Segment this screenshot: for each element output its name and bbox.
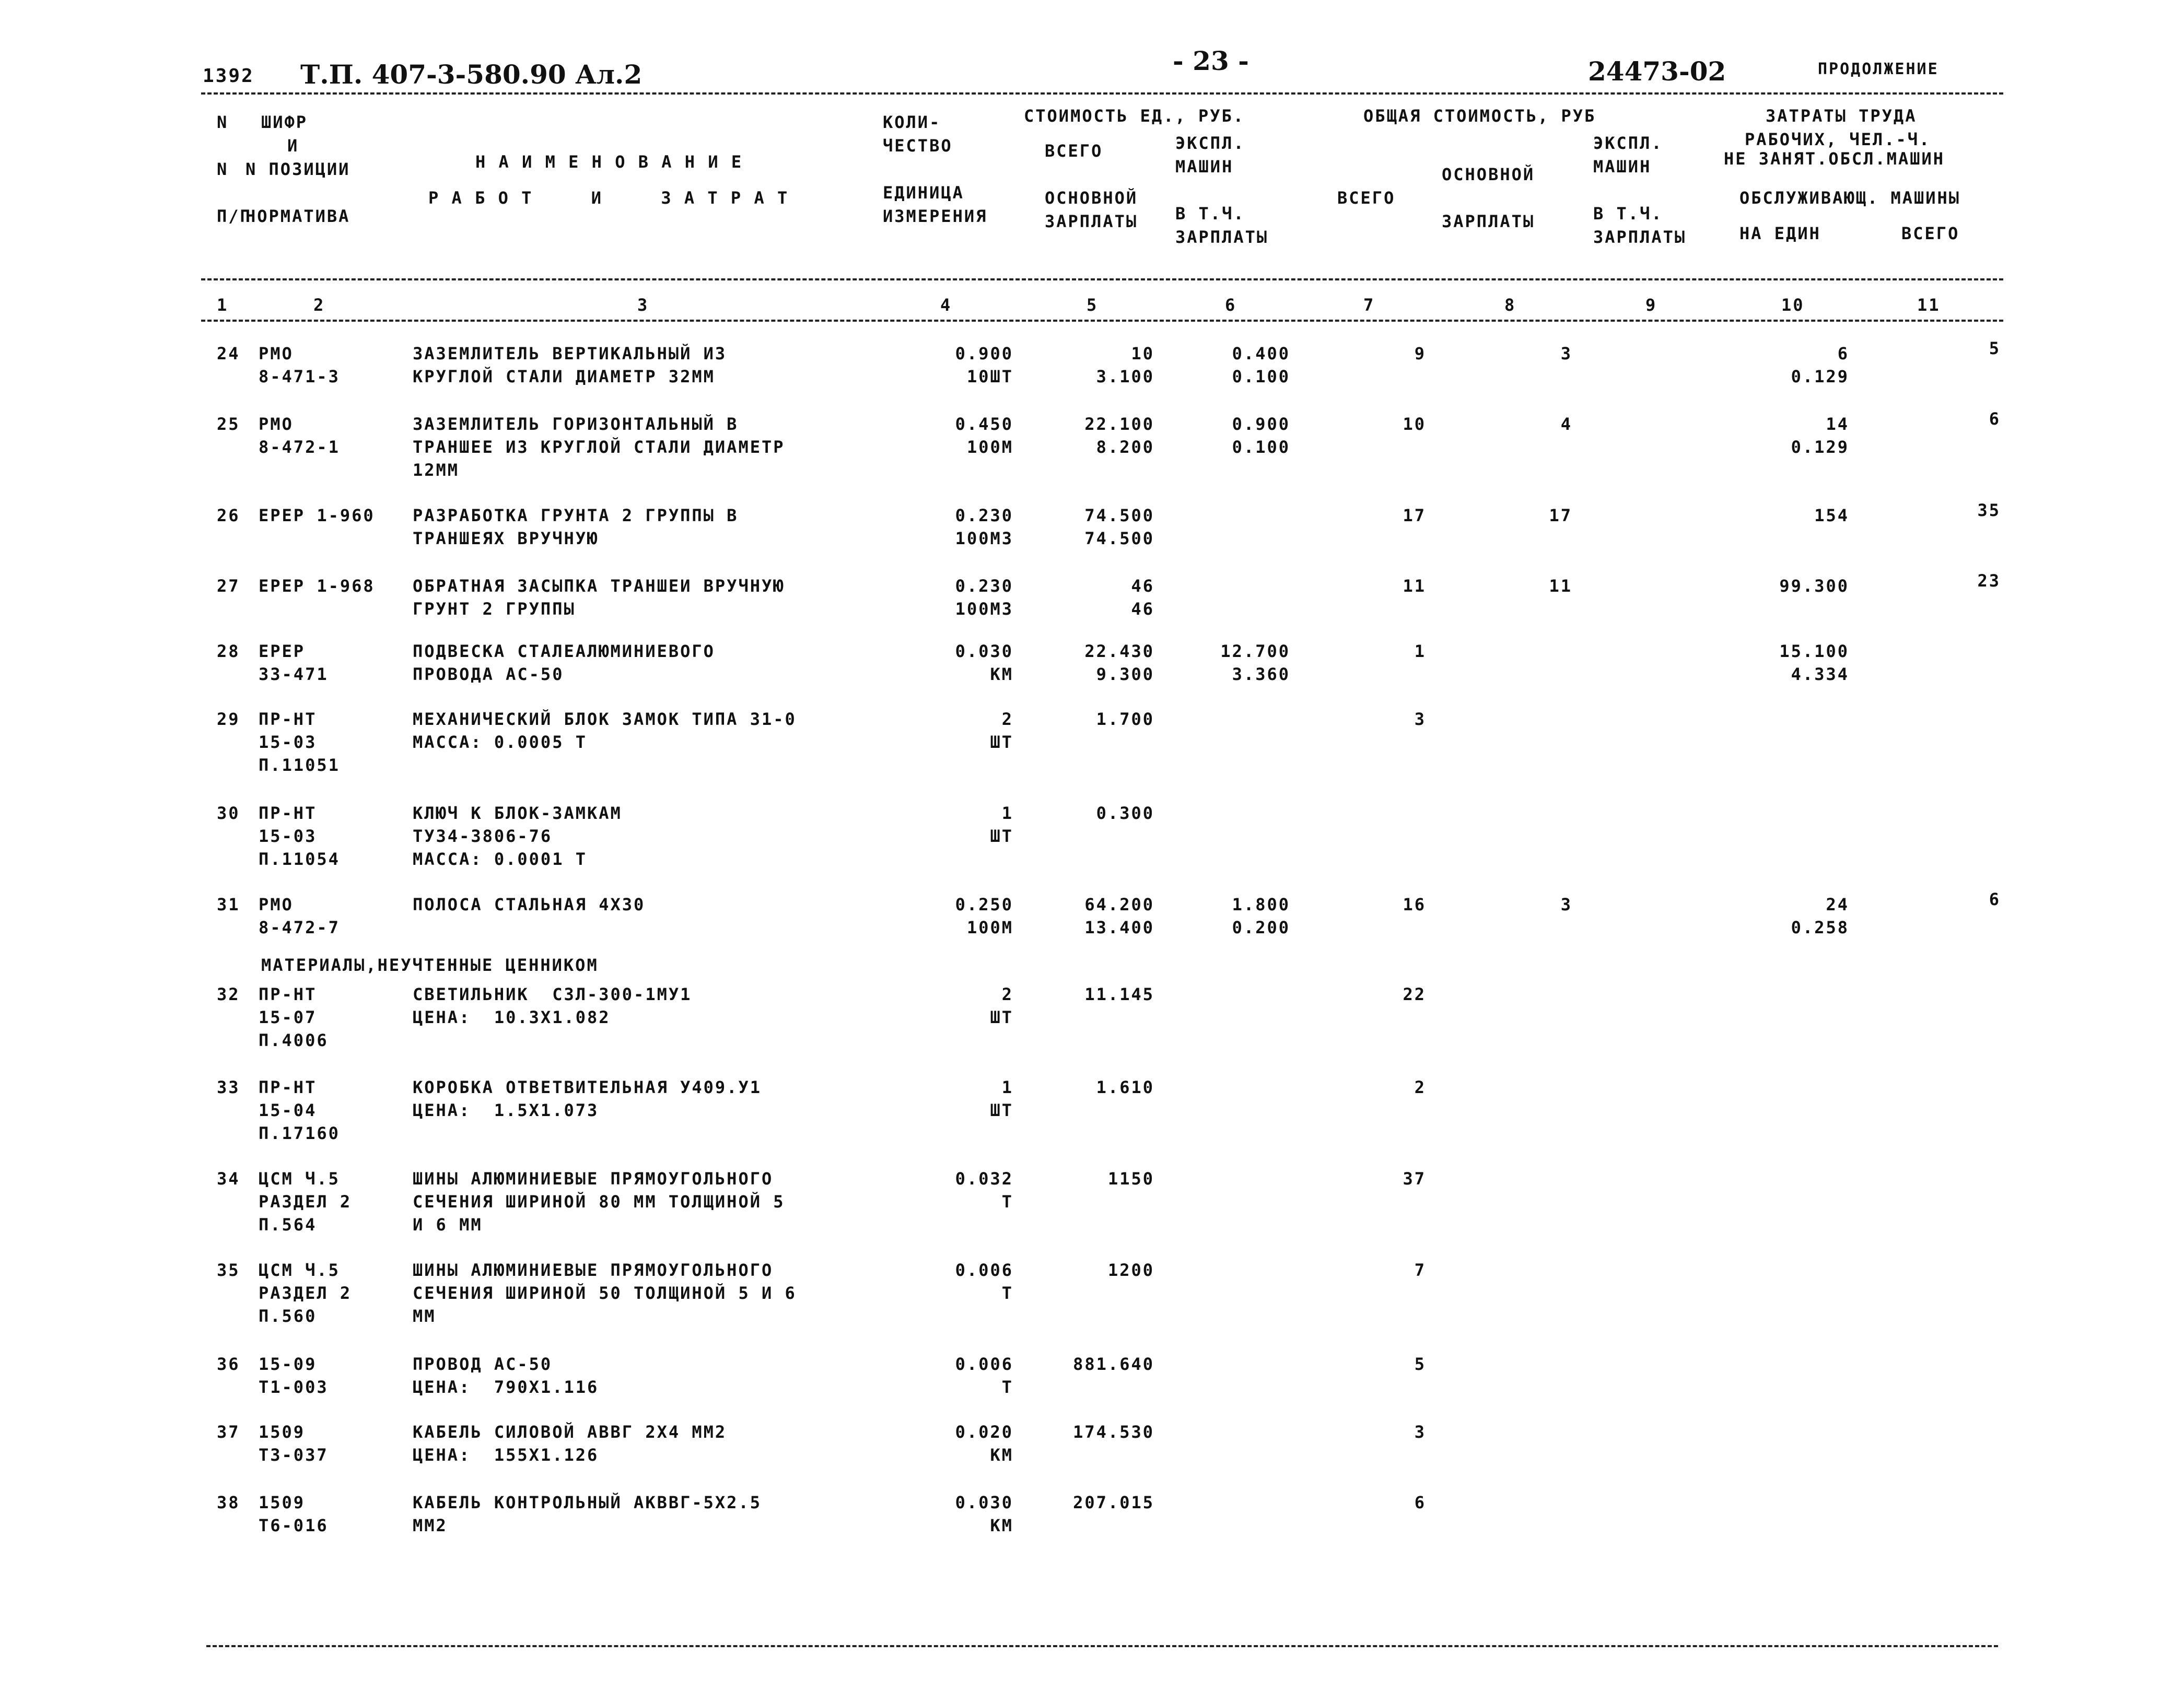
row-total-base: 3 [1560, 344, 1572, 363]
continuation-label: ПРОДОЛЖЕНИЕ [1818, 60, 1939, 78]
header-unit-cost-title: СТОИМОСТЬ ЕД., РУБ. [1024, 106, 1245, 126]
row-labor-per-unit: 0.258 [1791, 918, 1849, 937]
row-code: ЕРЕР 1-968 [259, 576, 375, 596]
header-labor-sub2: ОБСЛУЖИВАЮЩ. МАШИНЫ [1739, 188, 1961, 208]
row-quantity: 0.006 [955, 1260, 1013, 1280]
header-labor-title: ЗАТРАТЫ ТРУДА [1766, 106, 1917, 126]
row-code: П.4006 [259, 1030, 329, 1050]
row-total: 5 [1414, 1354, 1426, 1374]
row-code: Т6-016 [259, 1516, 329, 1535]
row-code: ПР-НТ [259, 984, 317, 1004]
row-name: КЛЮЧ К БЛОК-ЗАМКАМ [413, 803, 622, 823]
row-name: ТРАНШЕЕ ИЗ КРУГЛОЙ СТАЛИ ДИАМЕТР [413, 437, 785, 457]
row-unit-machine: 0.200 [1232, 918, 1290, 937]
row-labor-total: 35 [1977, 500, 2001, 520]
row-labor-total: 6 [1989, 889, 2001, 909]
row-total-base: 17 [1549, 506, 1572, 525]
header-col-name: Р А Б О Т И З А Т Р А Т [428, 188, 789, 208]
row-quantity: 0.900 [955, 344, 1013, 363]
row-quantity: КМ [990, 1445, 1013, 1465]
column-number: 3 [637, 295, 649, 315]
row-code: РАЗДЕЛ 2 [259, 1283, 352, 1303]
row-code: ЦСМ Ч.5 [259, 1169, 340, 1189]
row-quantity: Т [1001, 1283, 1013, 1303]
row-code: 15-07 [259, 1007, 317, 1027]
row-code: П.17160 [259, 1123, 340, 1143]
row-name: ПОДВЕСКА СТАЛЕАЛЮМИНИЕВОГО [413, 641, 715, 661]
row-code: П.11051 [259, 755, 340, 775]
header-unit-machine: ЭКСПЛ. [1175, 133, 1245, 153]
row-code: ЕРЕР [259, 641, 306, 661]
row-code: 15-09 [259, 1354, 317, 1374]
row-total-base: 11 [1549, 576, 1572, 596]
row-name: КАБЕЛЬ СИЛОВОЙ АВВГ 2Х4 ММ2 [413, 1422, 727, 1442]
row-total: 2 [1414, 1077, 1426, 1097]
column-number: 11 [1917, 295, 1941, 315]
row-unit-cost: 9.300 [1096, 664, 1154, 684]
row-labor-per-unit: 0.129 [1791, 437, 1849, 457]
row-quantity: 2 [1001, 984, 1013, 1004]
row-unit-cost: 10 [1131, 344, 1154, 363]
row-unit-machine: 12.700 [1220, 641, 1290, 661]
row-labor-per-unit: 0.129 [1791, 367, 1849, 386]
row-quantity: 100М [966, 918, 1013, 937]
document-code: 24473-02 [1588, 56, 1726, 87]
row-total: 6 [1414, 1493, 1426, 1512]
row-unit-cost: 1.700 [1096, 709, 1154, 729]
row-name: И 6 ММ [413, 1215, 483, 1235]
row-labor-per-unit: 99.300 [1779, 576, 1849, 596]
project-code: Т.П. 407-3-580.90 Ал.2 [300, 59, 643, 90]
row-quantity: ШТ [990, 1007, 1013, 1027]
rule-colnums-bottom [201, 320, 2003, 322]
column-number: 9 [1645, 295, 1657, 315]
header-unit-machine: В Т.Ч. [1175, 204, 1245, 224]
row-number: 24 [217, 344, 240, 363]
row-name: ЦЕНА: 790Х1.116 [413, 1377, 599, 1397]
row-code: П.564 [259, 1215, 317, 1235]
row-name: ОБРАТНАЯ ЗАСЫПКА ТРАНШЕИ ВРУЧНУЮ [413, 576, 785, 596]
header-total-machine: ЭКСПЛ. [1593, 133, 1663, 153]
row-code: 8-471-3 [259, 367, 340, 386]
header-col-code: НОРМАТИВА [246, 206, 351, 226]
row-unit-machine: 1.800 [1232, 895, 1290, 914]
row-quantity: КМ [990, 664, 1013, 684]
row-total-base: 4 [1560, 414, 1572, 434]
header-col-code: ШИФР [261, 112, 308, 132]
row-name: ТРАНШЕЯХ ВРУЧНУЮ [413, 529, 599, 548]
row-quantity: 100М3 [955, 599, 1013, 619]
row-quantity: 0.032 [955, 1169, 1013, 1189]
row-name: КРУГЛОЙ СТАЛИ ДИАМЕТР 32ММ [413, 367, 715, 386]
row-quantity: 0.250 [955, 895, 1013, 914]
header-col-number: П/П [217, 206, 252, 226]
row-code: ПР-НТ [259, 803, 317, 823]
row-name: СВЕТИЛЬНИК СЗЛ-300-1МУ1 [413, 984, 692, 1004]
row-code: РМО [259, 344, 294, 363]
column-number: 6 [1225, 295, 1237, 315]
row-code: 33-471 [259, 664, 329, 684]
row-total-base: 3 [1560, 895, 1572, 914]
header-col-code: И [287, 136, 299, 156]
row-unit-cost: 174.530 [1073, 1422, 1154, 1442]
row-quantity: Т [1001, 1377, 1013, 1397]
row-quantity: 2 [1001, 709, 1013, 729]
row-total: 37 [1403, 1169, 1426, 1189]
row-total: 11 [1403, 576, 1426, 596]
row-code: 1509 [259, 1493, 306, 1512]
row-code: ПР-НТ [259, 709, 317, 729]
row-total: 17 [1403, 506, 1426, 525]
row-unit-cost: 13.400 [1084, 918, 1154, 937]
row-total: 7 [1414, 1260, 1426, 1280]
row-number: 35 [217, 1260, 240, 1280]
row-quantity: 1 [1001, 803, 1013, 823]
row-total: 3 [1414, 1422, 1426, 1442]
row-name: ГРУНТ 2 ГРУППЫ [413, 599, 576, 619]
row-labor-per-unit: 14 [1826, 414, 1849, 434]
row-labor-total: 23 [1977, 571, 2001, 591]
row-unit-cost: 74.500 [1084, 506, 1154, 525]
column-number: 2 [313, 295, 325, 315]
row-name: МЕХАНИЧЕСКИЙ БЛОК ЗАМОК ТИПА 31-0 [413, 709, 797, 729]
row-code: 15-03 [259, 732, 317, 752]
section-title: МАТЕРИАЛЫ,НЕУЧТЕННЫЕ ЦЕННИКОМ [261, 955, 599, 975]
row-quantity: 100М3 [955, 529, 1013, 548]
row-code: ЕРЕР 1-960 [259, 506, 375, 525]
row-labor-total: 6 [1989, 409, 2001, 429]
row-total: 1 [1414, 641, 1426, 661]
row-name: ПРОВОД АС-50 [413, 1354, 553, 1374]
header-labor-per-unit: НА ЕДИН [1739, 224, 1821, 243]
rule-top [201, 92, 2003, 95]
row-quantity: 0.020 [955, 1422, 1013, 1442]
row-number: 25 [217, 414, 240, 434]
row-unit-cost: 46 [1131, 599, 1154, 619]
row-name: ШИНЫ АЛЮМИНИЕВЫЕ ПРЯМОУГОЛЬНОГО [413, 1169, 774, 1189]
row-code: П.11054 [259, 849, 340, 869]
row-unit-cost: 64.200 [1084, 895, 1154, 914]
row-name: ЦЕНА: 155Х1.126 [413, 1445, 599, 1465]
row-number: 36 [217, 1354, 240, 1374]
row-unit-machine: 0.400 [1232, 344, 1290, 363]
row-unit-machine: 0.900 [1232, 414, 1290, 434]
header-labor-title: РАБОЧИХ, ЧЕЛ.-Ч. [1745, 130, 1931, 149]
row-unit-cost: 1200 [1107, 1260, 1154, 1280]
row-total: 22 [1403, 984, 1426, 1004]
row-number: 31 [217, 895, 240, 914]
row-name: ЦЕНА: 1.5Х1.073 [413, 1100, 599, 1120]
row-unit-cost: 22.430 [1084, 641, 1154, 661]
row-labor-per-unit: 4.334 [1791, 664, 1849, 684]
row-code: 15-04 [259, 1100, 317, 1120]
header-col-quantity: ЧЕСТВО [883, 136, 953, 156]
row-name: РАЗРАБОТКА ГРУНТА 2 ГРУППЫ В [413, 506, 739, 525]
header-col-quantity: ИЗМЕРЕНИЯ [883, 206, 988, 226]
row-labor-per-unit: 6 [1837, 344, 1849, 363]
row-name: ЗАЗЕМЛИТЕЛЬ ВЕРТИКАЛЬНЫЙ ИЗ [413, 344, 727, 363]
row-unit-cost: 46 [1131, 576, 1154, 596]
row-code: РМО [259, 895, 294, 914]
row-quantity: 1 [1001, 1077, 1013, 1097]
row-code: Т3-037 [259, 1445, 329, 1465]
column-number: 5 [1087, 295, 1099, 315]
row-name: ЦЕНА: 10.3Х1.082 [413, 1007, 611, 1027]
row-unit-machine: 0.100 [1232, 367, 1290, 386]
row-name: МАССА: 0.0001 Т [413, 849, 587, 869]
row-quantity: ШТ [990, 826, 1013, 846]
row-unit-cost: 3.100 [1096, 367, 1154, 386]
page-number: - 23 - [1173, 45, 1249, 76]
row-total: 9 [1414, 344, 1426, 363]
row-unit-cost: 207.015 [1073, 1493, 1154, 1512]
row-name: СЕЧЕНИЯ ШИРИНОЙ 50 ТОЛЩИНОЙ 5 И 6 [413, 1283, 797, 1303]
header-unit-total: ЗАРПЛАТЫ [1045, 212, 1138, 231]
row-quantity: 10ШТ [966, 367, 1013, 386]
row-code: 8-472-1 [259, 437, 340, 457]
row-number: 34 [217, 1169, 240, 1189]
header-labor-total: ВСЕГО [1901, 224, 1960, 243]
row-number: 33 [217, 1077, 240, 1097]
header-total-base: ЗАРПЛАТЫ [1442, 212, 1535, 231]
row-unit-cost: 8.200 [1096, 437, 1154, 457]
row-quantity: 0.230 [955, 506, 1013, 525]
row-code: ПР-НТ [259, 1077, 317, 1097]
header-total-cost-title: ОБЩАЯ СТОИМОСТЬ, РУБ [1363, 106, 1596, 126]
row-quantity: ШТ [990, 1100, 1013, 1120]
row-labor-per-unit: 15.100 [1779, 641, 1849, 661]
row-quantity: 0.030 [955, 641, 1013, 661]
row-labor-per-unit: 24 [1826, 895, 1849, 914]
row-code: Т1-003 [259, 1377, 329, 1397]
column-number: 7 [1363, 295, 1375, 315]
row-quantity: Т [1001, 1192, 1013, 1212]
rule-bottom [206, 1645, 1998, 1647]
header-unit-total: ОСНОВНОЙ [1045, 188, 1138, 208]
header-labor-sub: НЕ ЗАНЯТ.ОБСЛ.МАШИН [1724, 149, 1945, 169]
row-total: 16 [1403, 895, 1426, 914]
header-unit-machine: ЗАРПЛАТЫ [1175, 227, 1269, 247]
row-number: 26 [217, 506, 240, 525]
row-number: 37 [217, 1422, 240, 1442]
row-name: ШИНЫ АЛЮМИНИЕВЫЕ ПРЯМОУГОЛЬНОГО [413, 1260, 774, 1280]
row-name: СЕЧЕНИЯ ШИРИНОЙ 80 ММ ТОЛЩИНОЙ 5 [413, 1192, 785, 1212]
header-col-name: Н А И М Е Н О В А Н И Е [475, 152, 743, 172]
header-total-machine: В Т.Ч. [1593, 204, 1663, 224]
row-quantity: 0.230 [955, 576, 1013, 596]
row-code: П.560 [259, 1306, 317, 1326]
header-total-all: ВСЕГО [1337, 188, 1396, 208]
row-name: ПОЛОСА СТАЛЬНАЯ 4Х30 [413, 895, 646, 914]
row-number: 30 [217, 803, 240, 823]
row-unit-cost: 0.300 [1096, 803, 1154, 823]
header-total-machine: ЗАРПЛАТЫ [1593, 227, 1687, 247]
column-number: 10 [1781, 295, 1805, 315]
row-code: ЦСМ Ч.5 [259, 1260, 340, 1280]
header-col-number: N [217, 112, 229, 132]
header-col-code: N ПОЗИЦИИ [246, 159, 351, 179]
header-unit-machine: МАШИН [1175, 157, 1234, 177]
row-number: 29 [217, 709, 240, 729]
row-name: КАБЕЛЬ КОНТРОЛЬНЫЙ АКВВГ-5Х2.5 [413, 1493, 762, 1512]
row-name: ММ [413, 1306, 436, 1326]
row-unit-cost: 881.640 [1073, 1354, 1154, 1374]
row-code: РМО [259, 414, 294, 434]
rule-header-bottom [201, 278, 2003, 280]
sheet-number: 1392 [203, 65, 254, 87]
row-name: ЗАЗЕМЛИТЕЛЬ ГОРИЗОНТАЛЬНЫЙ В [413, 414, 739, 434]
row-quantity: КМ [990, 1516, 1013, 1535]
row-number: 28 [217, 641, 240, 661]
row-quantity: 0.030 [955, 1493, 1013, 1512]
row-code: 15-03 [259, 826, 317, 846]
row-name: ММ2 [413, 1516, 448, 1535]
column-number: 8 [1504, 295, 1516, 315]
row-code: 1509 [259, 1422, 306, 1442]
row-name: КОРОБКА ОТВЕТВИТЕЛЬНАЯ У409.У1 [413, 1077, 762, 1097]
row-quantity: 100М [966, 437, 1013, 457]
row-unit-machine: 3.360 [1232, 664, 1290, 684]
row-unit-cost: 22.100 [1084, 414, 1154, 434]
row-quantity: ШТ [990, 732, 1013, 752]
header-col-quantity: КОЛИ- [883, 112, 941, 132]
row-name: ТУ34-3806-76 [413, 826, 553, 846]
row-total: 10 [1403, 414, 1426, 434]
header-total-base: ОСНОВНОЙ [1442, 165, 1535, 184]
row-labor-per-unit: 154 [1814, 506, 1849, 525]
row-number: 32 [217, 984, 240, 1004]
row-unit-cost: 11.145 [1084, 984, 1154, 1004]
row-total: 3 [1414, 709, 1426, 729]
row-number: 27 [217, 576, 240, 596]
row-unit-cost: 1.610 [1096, 1077, 1154, 1097]
row-labor-total: 5 [1989, 338, 2001, 358]
header-total-machine: МАШИН [1593, 157, 1652, 177]
row-name: ПРОВОДА АС-50 [413, 664, 564, 684]
row-unit-cost: 74.500 [1084, 529, 1154, 548]
row-quantity: 0.006 [955, 1354, 1013, 1374]
row-code: РАЗДЕЛ 2 [259, 1192, 352, 1212]
row-unit-machine: 0.100 [1232, 437, 1290, 457]
row-name: 12ММ [413, 460, 460, 480]
header-col-number: N [217, 159, 229, 179]
header-unit-total: ВСЕГО [1045, 141, 1103, 161]
row-quantity: 0.450 [955, 414, 1013, 434]
row-unit-cost: 1150 [1107, 1169, 1154, 1189]
header-col-quantity: ЕДИНИЦА [883, 183, 964, 203]
row-code: 8-472-7 [259, 918, 340, 937]
row-name: МАССА: 0.0005 Т [413, 732, 587, 752]
row-number: 38 [217, 1493, 240, 1512]
column-number: 4 [940, 295, 952, 315]
column-number: 1 [217, 295, 229, 315]
